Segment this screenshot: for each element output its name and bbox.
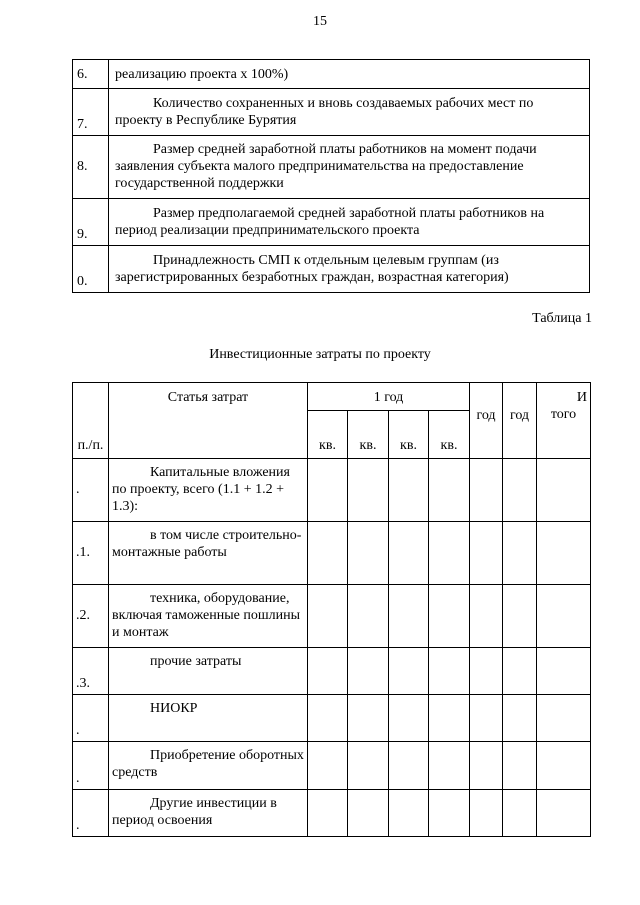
cell — [389, 648, 429, 695]
cell — [308, 790, 348, 837]
header-year2: год — [470, 383, 503, 459]
row-text: Принадлежность СМП к отдельным целевым группам (из зарегистрированных безработных граждан, возрастная категория) — [109, 246, 590, 293]
cell — [308, 459, 348, 522]
cell — [308, 648, 348, 695]
cell — [537, 790, 591, 837]
row-text: Приобретение оборотных средств — [109, 742, 308, 790]
table-row — [73, 60, 590, 89]
row-text: в том числе строительно-монтажные работы — [109, 522, 308, 585]
cell — [537, 585, 591, 648]
table-row — [73, 695, 591, 742]
cell — [389, 459, 429, 522]
row-text: прочие затраты — [109, 648, 308, 695]
row-number: . — [73, 790, 109, 837]
cell — [537, 695, 591, 742]
row-number: 0. — [73, 246, 109, 293]
table-row — [73, 136, 590, 199]
table-row — [73, 790, 591, 837]
header-num: п./п. — [73, 383, 109, 459]
cell — [429, 695, 470, 742]
table-label: Таблица 1 — [532, 311, 592, 326]
header-item: Статья затрат — [109, 383, 308, 459]
row-number: . — [73, 742, 109, 790]
cell — [389, 585, 429, 648]
cell — [348, 742, 389, 790]
cell — [470, 522, 503, 585]
cell — [470, 695, 503, 742]
investment-costs-table — [72, 382, 591, 837]
cell — [470, 459, 503, 522]
cell — [389, 742, 429, 790]
cell — [470, 648, 503, 695]
table-title: Инвестиционные затраты по проекту — [209, 347, 431, 362]
cell — [308, 585, 348, 648]
cell — [429, 459, 470, 522]
row-number: 7. — [73, 89, 109, 136]
cell — [389, 790, 429, 837]
page-number: 15 — [313, 14, 327, 29]
row-text: НИОКР — [109, 695, 308, 742]
cell — [348, 459, 389, 522]
cell — [503, 585, 537, 648]
cell — [348, 648, 389, 695]
cell — [503, 695, 537, 742]
cell — [537, 459, 591, 522]
row-number: . — [73, 695, 109, 742]
cell — [503, 648, 537, 695]
cell — [429, 648, 470, 695]
row-number: 9. — [73, 199, 109, 246]
cell — [503, 522, 537, 585]
row-number: .1. — [73, 522, 109, 585]
cell — [348, 695, 389, 742]
cell — [348, 790, 389, 837]
header-quarter: кв. — [348, 411, 389, 459]
row-number: 8. — [73, 136, 109, 199]
row-text: Капитальные вложения по проекту, всего (1.1 + 1.2 + 1.3): — [109, 459, 308, 522]
row-text: Размер предполагаемой средней заработной платы работников на период реализации предпринимательского проекта — [109, 199, 590, 246]
header-quarter: кв. — [389, 411, 429, 459]
cell — [429, 522, 470, 585]
cell — [503, 790, 537, 837]
indicators-table — [72, 59, 590, 293]
header-quarter: кв. — [429, 411, 470, 459]
cell — [470, 790, 503, 837]
row-text: Количество сохраненных и вновь создаваемых рабочих мест по проекту в Республике Бурятия — [109, 89, 590, 136]
cell — [503, 459, 537, 522]
cell — [537, 522, 591, 585]
row-text: реализацию проекта х 100%) — [109, 60, 590, 89]
cell — [348, 522, 389, 585]
cell — [429, 742, 470, 790]
table-row — [73, 246, 590, 293]
row-text: Размер средней заработной платы работников на момент подачи заявления субъекта малого предпринимательства на предоставление государственной поддержки — [109, 136, 590, 199]
table-row — [73, 199, 590, 246]
cell — [503, 742, 537, 790]
row-number: 6. — [73, 60, 109, 89]
table-row — [73, 459, 591, 522]
header-total: И того — [537, 383, 591, 459]
cell — [308, 522, 348, 585]
row-text: техника, оборудование, включая таможенные пошлины и монтаж — [109, 585, 308, 648]
cell — [537, 648, 591, 695]
row-text: Другие инвестиции в период освоения — [109, 790, 308, 837]
table-row — [73, 585, 591, 648]
cell — [308, 742, 348, 790]
table-row — [73, 648, 591, 695]
cell — [389, 522, 429, 585]
cell — [429, 790, 470, 837]
row-number: .2. — [73, 585, 109, 648]
cell — [470, 585, 503, 648]
table-row — [73, 89, 590, 136]
table-row — [73, 522, 591, 585]
cell — [308, 695, 348, 742]
cell — [470, 742, 503, 790]
row-number: .3. — [73, 648, 109, 695]
header-row — [73, 383, 591, 411]
header-year1: 1 год — [308, 383, 470, 411]
cell — [429, 585, 470, 648]
cell — [537, 742, 591, 790]
row-number: . — [73, 459, 109, 522]
cell — [389, 695, 429, 742]
cell — [348, 585, 389, 648]
header-quarter: кв. — [308, 411, 348, 459]
header-year3: год — [503, 383, 537, 459]
table-row — [73, 742, 591, 790]
